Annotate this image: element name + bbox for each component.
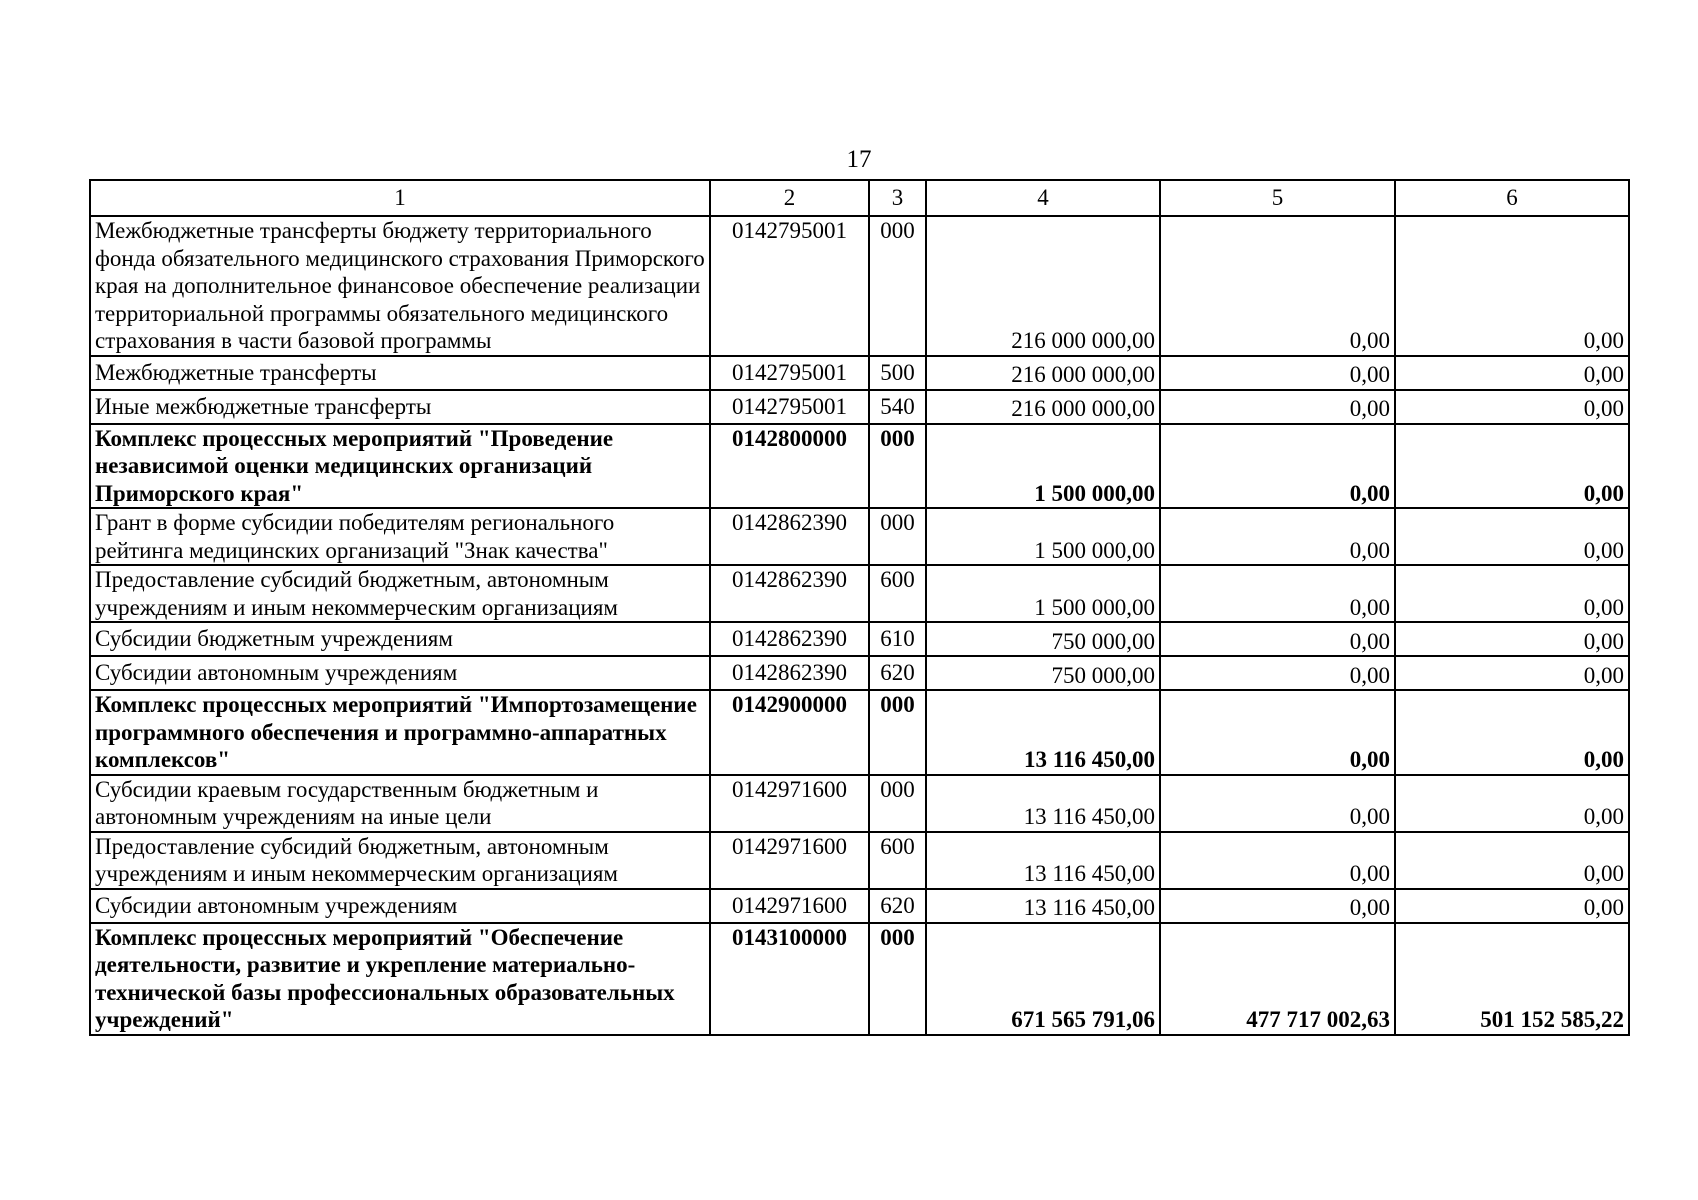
table-row (90, 775, 1629, 832)
row-code: 0142862390 (710, 656, 869, 690)
row-value-6: 501 152 585,22 (1395, 923, 1629, 1035)
table-row (90, 690, 1629, 775)
row-code: 0142971600 (710, 832, 869, 889)
row-value-4: 13 116 450,00 (926, 690, 1160, 775)
row-name: Комплекс процессных мероприятий "Импортозамещение программного обеспечения и программно-аппаратных комплексов" (90, 690, 710, 775)
row-value-5: 0,00 (1160, 508, 1395, 565)
row-name: Предоставление субсидий бюджетным, автономным учреждениям и иным некоммерческим организациям (90, 832, 710, 889)
row-value-5: 477 717 002,63 (1160, 923, 1395, 1035)
row-value-4: 13 116 450,00 (926, 889, 1160, 923)
row-code: 0142862390 (710, 622, 869, 656)
row-type: 600 (869, 832, 926, 889)
row-name: Субсидии бюджетным учреждениям (90, 622, 710, 656)
table-row (90, 356, 1629, 390)
row-name: Субсидии краевым государственным бюджетным и автономным учреждениям на иные цели (90, 775, 710, 832)
row-value-4: 13 116 450,00 (926, 775, 1160, 832)
row-value-4: 750 000,00 (926, 622, 1160, 656)
row-code: 0142971600 (710, 775, 869, 832)
row-type: 000 (869, 508, 926, 565)
page-number: 17 (846, 146, 872, 173)
row-value-4: 671 565 791,06 (926, 923, 1160, 1035)
row-code: 0142795001 (710, 216, 869, 356)
row-type: 000 (869, 775, 926, 832)
row-value-5: 0,00 (1160, 424, 1395, 509)
row-type: 620 (869, 889, 926, 923)
row-value-6: 0,00 (1395, 390, 1629, 424)
row-name: Межбюджетные трансферты бюджету территориального фонда обязательного медицинского страхования Приморского края на дополнительное финансовое обеспечение реализации территориальной программы обязательного медицинского страхования в части базовой программы (90, 216, 710, 356)
row-value-4: 1 500 000,00 (926, 508, 1160, 565)
table-header-row (90, 180, 1629, 216)
row-name: Субсидии автономным учреждениям (90, 656, 710, 690)
row-code: 0142795001 (710, 390, 869, 424)
row-code: 0142862390 (710, 565, 869, 622)
row-name: Иные межбюджетные трансферты (90, 390, 710, 424)
row-value-4: 1 500 000,00 (926, 565, 1160, 622)
row-value-5: 0,00 (1160, 565, 1395, 622)
row-type: 610 (869, 622, 926, 656)
row-type: 500 (869, 356, 926, 390)
row-code: 0142900000 (710, 690, 869, 775)
table-row (90, 508, 1629, 565)
table-row (90, 216, 1629, 356)
row-type: 000 (869, 923, 926, 1035)
row-code: 0142971600 (710, 889, 869, 923)
row-type: 000 (869, 690, 926, 775)
row-value-5: 0,00 (1160, 216, 1395, 356)
row-value-5: 0,00 (1160, 390, 1395, 424)
row-value-4: 13 116 450,00 (926, 832, 1160, 889)
row-code: 0142862390 (710, 508, 869, 565)
row-value-4: 1 500 000,00 (926, 424, 1160, 509)
row-value-4: 216 000 000,00 (926, 216, 1160, 356)
row-value-4: 216 000 000,00 (926, 356, 1160, 390)
header-cell: 3 (869, 180, 926, 216)
row-value-6: 0,00 (1395, 775, 1629, 832)
row-value-6: 0,00 (1395, 832, 1629, 889)
row-value-6: 0,00 (1395, 622, 1629, 656)
header-cell: 5 (1160, 180, 1395, 216)
row-value-5: 0,00 (1160, 889, 1395, 923)
row-name: Межбюджетные трансферты (90, 356, 710, 390)
row-code: 0143100000 (710, 923, 869, 1035)
row-name: Комплекс процессных мероприятий "Обеспечение деятельности, развитие и укрепление материально-технической базы профессиональных образовательных учреждений" (90, 923, 710, 1035)
row-code: 0142800000 (710, 424, 869, 509)
row-name: Комплекс процессных мероприятий "Проведение независимой оценки медицинских организаций Приморского края" (90, 424, 710, 509)
header-cell: 4 (926, 180, 1160, 216)
header-cell: 2 (710, 180, 869, 216)
row-value-6: 0,00 (1395, 656, 1629, 690)
row-value-4: 750 000,00 (926, 656, 1160, 690)
table-row (90, 923, 1629, 1035)
table-row (90, 390, 1629, 424)
row-type: 600 (869, 565, 926, 622)
header-cell: 6 (1395, 180, 1629, 216)
row-value-5: 0,00 (1160, 622, 1395, 656)
row-name: Предоставление субсидий бюджетным, автономным учреждениям и иным некоммерческим организациям (90, 565, 710, 622)
row-name: Грант в форме субсидии победителям регионального рейтинга медицинских организаций "Знак качества" (90, 508, 710, 565)
row-value-5: 0,00 (1160, 775, 1395, 832)
row-value-5: 0,00 (1160, 690, 1395, 775)
table-row (90, 656, 1629, 690)
table-row (90, 424, 1629, 509)
budget-table (89, 179, 1630, 1036)
row-name: Субсидии автономным учреждениям (90, 889, 710, 923)
row-value-6: 0,00 (1395, 356, 1629, 390)
row-value-6: 0,00 (1395, 565, 1629, 622)
row-code: 0142795001 (710, 356, 869, 390)
row-type: 540 (869, 390, 926, 424)
row-value-6: 0,00 (1395, 216, 1629, 356)
row-value-6: 0,00 (1395, 889, 1629, 923)
table-row (90, 832, 1629, 889)
table-row (90, 889, 1629, 923)
row-value-5: 0,00 (1160, 656, 1395, 690)
row-type: 620 (869, 656, 926, 690)
row-value-6: 0,00 (1395, 690, 1629, 775)
row-value-5: 0,00 (1160, 356, 1395, 390)
row-type: 000 (869, 424, 926, 509)
row-value-5: 0,00 (1160, 832, 1395, 889)
header-cell: 1 (90, 180, 710, 216)
table-row (90, 622, 1629, 656)
table-row (90, 565, 1629, 622)
row-value-4: 216 000 000,00 (926, 390, 1160, 424)
row-type: 000 (869, 216, 926, 356)
row-value-6: 0,00 (1395, 424, 1629, 509)
row-value-6: 0,00 (1395, 508, 1629, 565)
